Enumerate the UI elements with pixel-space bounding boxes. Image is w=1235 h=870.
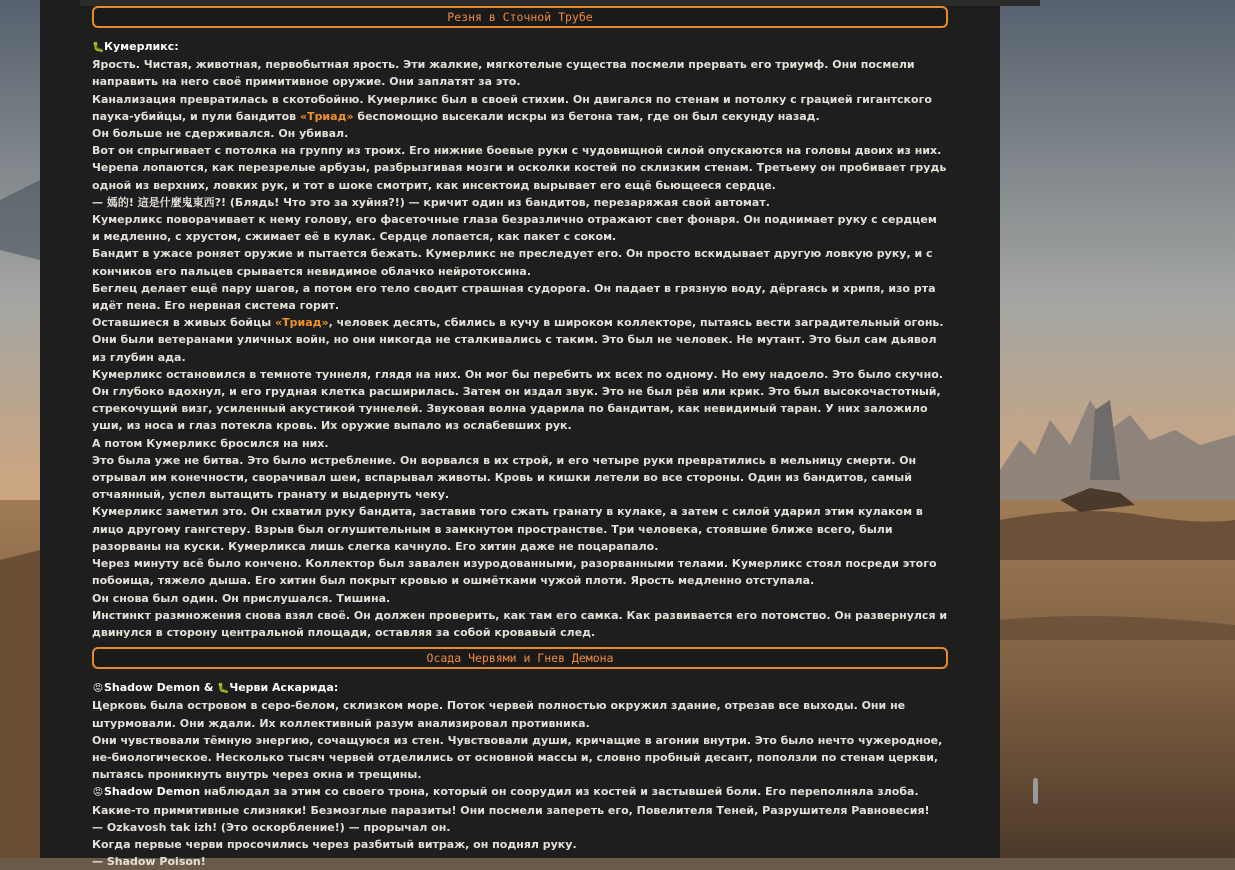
message-paragraph xyxy=(92,142,948,194)
message-paragraph xyxy=(92,280,948,314)
message-paragraph xyxy=(92,56,948,90)
message-paragraph xyxy=(92,555,948,589)
text-segment: наблюдал за этим со своего трона, который он соорудил из костей и застывшей боли. Его переполняла злоба. Какие-то примитивные слизняки! Безмозглые паразиты! Они посмели запереть его, Повелителя Теней, Разрушителя Равновесия! xyxy=(92,785,930,817)
message-paragraph xyxy=(92,125,948,142)
text-segment: беспомощно высекали искры из бетона там, где он был секунду назад. xyxy=(353,109,820,123)
message-paragraph xyxy=(92,383,948,435)
speaker-line xyxy=(92,38,948,56)
text-segment: — 媽的! 這是什麼鬼東西?! (Блядь! Что это за хуйня?!) — кричит один из бандитов, перезаряжая свой автомат. xyxy=(92,195,770,209)
text-segment: Бандит в ужасе роняет оружие и пытается бежать. Кумерликс не преследует его. Он просто вскидывает другую ловкую руку, и с кончиков его пальцев срывается невидимое облачко нейротоксина. xyxy=(92,247,933,278)
message-paragraph xyxy=(92,211,948,245)
message-content xyxy=(92,6,948,870)
speaker-emoji-icon: 🐛 xyxy=(217,683,230,695)
chat-panel[interactable] xyxy=(40,0,1000,869)
text-segment: Это была уже не битва. Это было истребление. Он ворвался в их строй, и его четыре руки превратились в мельницу смерти. Он отрывал им конечности, сворачивал шеи, вспарывал животы. Кровь и кишки летели во все стороны. Один из бандитов, самый отчаянный, успел вытащить гранату и выдернуть чеку. xyxy=(92,453,917,502)
text-segment: Канализация превратилась в скотобойню. Кумерликс был в своей стихии. Он двигался по стенам и потолку с грацией гигантского паука-убийцы, и пули бандитов xyxy=(92,92,932,123)
speaker-joiner: & xyxy=(200,681,218,695)
message-paragraph xyxy=(92,607,948,641)
text-segment: Вот он спрыгивает с потолка на группу из троих. Его нижние боевые руки с чудовищной силой опускаются на головы двоих из них. Черепа лопаются, как перезрелые арбузы, разбрызгивая мозги и осколки костей по склизким стенам. Третьему он пробивает грудь одной из верхних, ловких рук, и тот в шоке смотрит, как инсектоид вырывает его ещё бьющееся сердце. xyxy=(92,144,947,192)
message-paragraph xyxy=(92,245,948,279)
text-segment: Кумерликс поворачивает к нему голову, его фасеточные глаза безразлично отражают свет фонаря. Он поднимает руку с сердцем и медленно, с хрустом, сжимает её в кулак. Сердце лопается, как пакет с соком. xyxy=(92,213,937,244)
text-segment: Когда первые черви просочились через разбитый витраж, он поднял руку. xyxy=(92,837,577,851)
message-paragraph xyxy=(92,819,948,836)
text-segment: Кумерликс заметил это. Он схватил руку бандита, заставив того сжать гранату в кулаке, а затем с силой ударил этим кулаком в лицо другому гангстеру. Взрыв был оглушительным в замкнутом пространстве. Три человека, стоявшие ближе всего, были разорваны на куски. Кумерликса лишь слегка качнуло. Его хитин даже не поцарапало. xyxy=(92,505,923,553)
speaker-emoji-icon: 🐛 xyxy=(92,42,105,53)
message-paragraph xyxy=(92,853,948,870)
chat-message xyxy=(92,38,948,641)
message-paragraph xyxy=(92,783,948,818)
message-paragraph xyxy=(92,590,948,607)
chat-message xyxy=(92,679,948,870)
scrollbar-thumb[interactable] xyxy=(1033,778,1038,804)
speaker-name: Черви Аскарида: xyxy=(229,681,339,695)
text-segment: Оставшиеся в живых бойцы xyxy=(92,316,276,330)
text-segment: Ярость. Чистая, животная, первобытная ярость. Эти жалкие, мягкотелые существа посмели прервать его триумф. Они посмели направить на него своё примитивное оружие. Они заплатят за это. xyxy=(92,58,915,89)
text-segment: Церковь была островом в серо-белом, склизком море. Поток червей полностью окружил здание, отрезав все выходы. Они не штурмовали. Они ждали. Их коллективный разум анализировал противника. xyxy=(92,699,906,730)
text-segment: Они чувствовали тёмную энергию, сочащуюся из стен. Чувствовали души, кричащие в агонии внутри. Это было нечто чужеродное, не-биологическое. Несколько тысяч червей отделились от основной массы и, словно пробный десант, поползли по стенам церкви, пытаясь проникнуть внутрь через окна и трещины. xyxy=(92,733,943,782)
highlight-name: «Триад» xyxy=(299,109,354,123)
message-paragraph xyxy=(92,91,948,125)
message-paragraph xyxy=(92,452,948,504)
message-paragraph xyxy=(92,503,948,555)
message-paragraph xyxy=(92,194,948,211)
text-segment: Через минуту всё было кончено. Коллектор был завален изуродованными, разорванными телами. Кумерликс стоял посреди этого побоища, тяжело дыша. Его хитин был покрыт кровью и ошмётками чужой плоти. Ярость медленно отступала. xyxy=(92,557,937,588)
speaker-name: Shadow Demon xyxy=(104,785,201,799)
message-paragraph xyxy=(92,697,948,731)
text-segment: — Shadow Poison! xyxy=(92,855,206,869)
text-segment: Он снова был один. Он прислушался. Тишина. xyxy=(92,591,391,605)
speaker-emoji-icon: 😡 xyxy=(92,787,104,799)
highlight-name: «Триад» xyxy=(275,316,329,330)
text-segment: Беглец делает ещё пару шагов, а потом его тело сводит страшная судорога. Он падает в грязную воду, дёргаясь и хрипя, изо рта идёт пена. Его нервная система горит. xyxy=(92,281,936,313)
text-segment: , человек десять, сбились в кучу в широком коллекторе, пытаясь вести заградительный огонь. Они были ветеранами уличных войн, но они никогда не сталкивались с таким. Это был не человек. Не мутант. Это был сам дьявол из глубин ада. xyxy=(92,316,944,364)
message-paragraph xyxy=(92,314,948,366)
text-segment: Он больше не сдерживался. Он убивал. xyxy=(92,127,349,141)
text-segment: А потом Кумерликс бросился на них. xyxy=(92,436,329,450)
text-segment: Инстинкт размножения снова взял своё. Он должен проверить, как там его самка. Как развивается его потомство. Он развернулся и двинулся в сторону центральной площади, оставляя за собой кровавый след. xyxy=(92,608,948,639)
text-segment: Кумерликс остановился в темноте туннеля, глядя на них. Он мог бы перебить их всех по одному. Но ему надоело. Это было скучно. xyxy=(92,367,944,381)
message-paragraph xyxy=(92,836,948,853)
speaker-name: Кумерликс: xyxy=(104,40,179,53)
scrollbar[interactable] xyxy=(1030,0,1040,858)
speaker-emoji-icon: 😡 xyxy=(92,683,104,695)
section-header: Осада Червями и Гнев Демона xyxy=(92,647,948,669)
message-paragraph xyxy=(92,366,948,383)
speaker-name: Shadow Demon xyxy=(104,681,201,695)
text-segment: Он глубоко вдохнул, и его грудная клетка расширилась. Затем он издал звук. Это не был рёв или крик. Это был высокочастотный, стрекочущий визг, усиленный акустикой туннелей. Звуковая волна ударила по бандитам, как невидимый таран. У них заложило уши, из носа и глаз потекла кровь. Их оружие выпало из ослабевших рук. xyxy=(92,385,941,433)
text-segment: — Ozkavosh tak izh! (Это оскорбление!) — прорычал он. xyxy=(92,820,451,834)
section-header: Резня в Сточной Трубе xyxy=(92,6,948,28)
message-paragraph xyxy=(92,732,948,784)
message-paragraph xyxy=(92,435,948,452)
speaker-line xyxy=(92,679,948,697)
